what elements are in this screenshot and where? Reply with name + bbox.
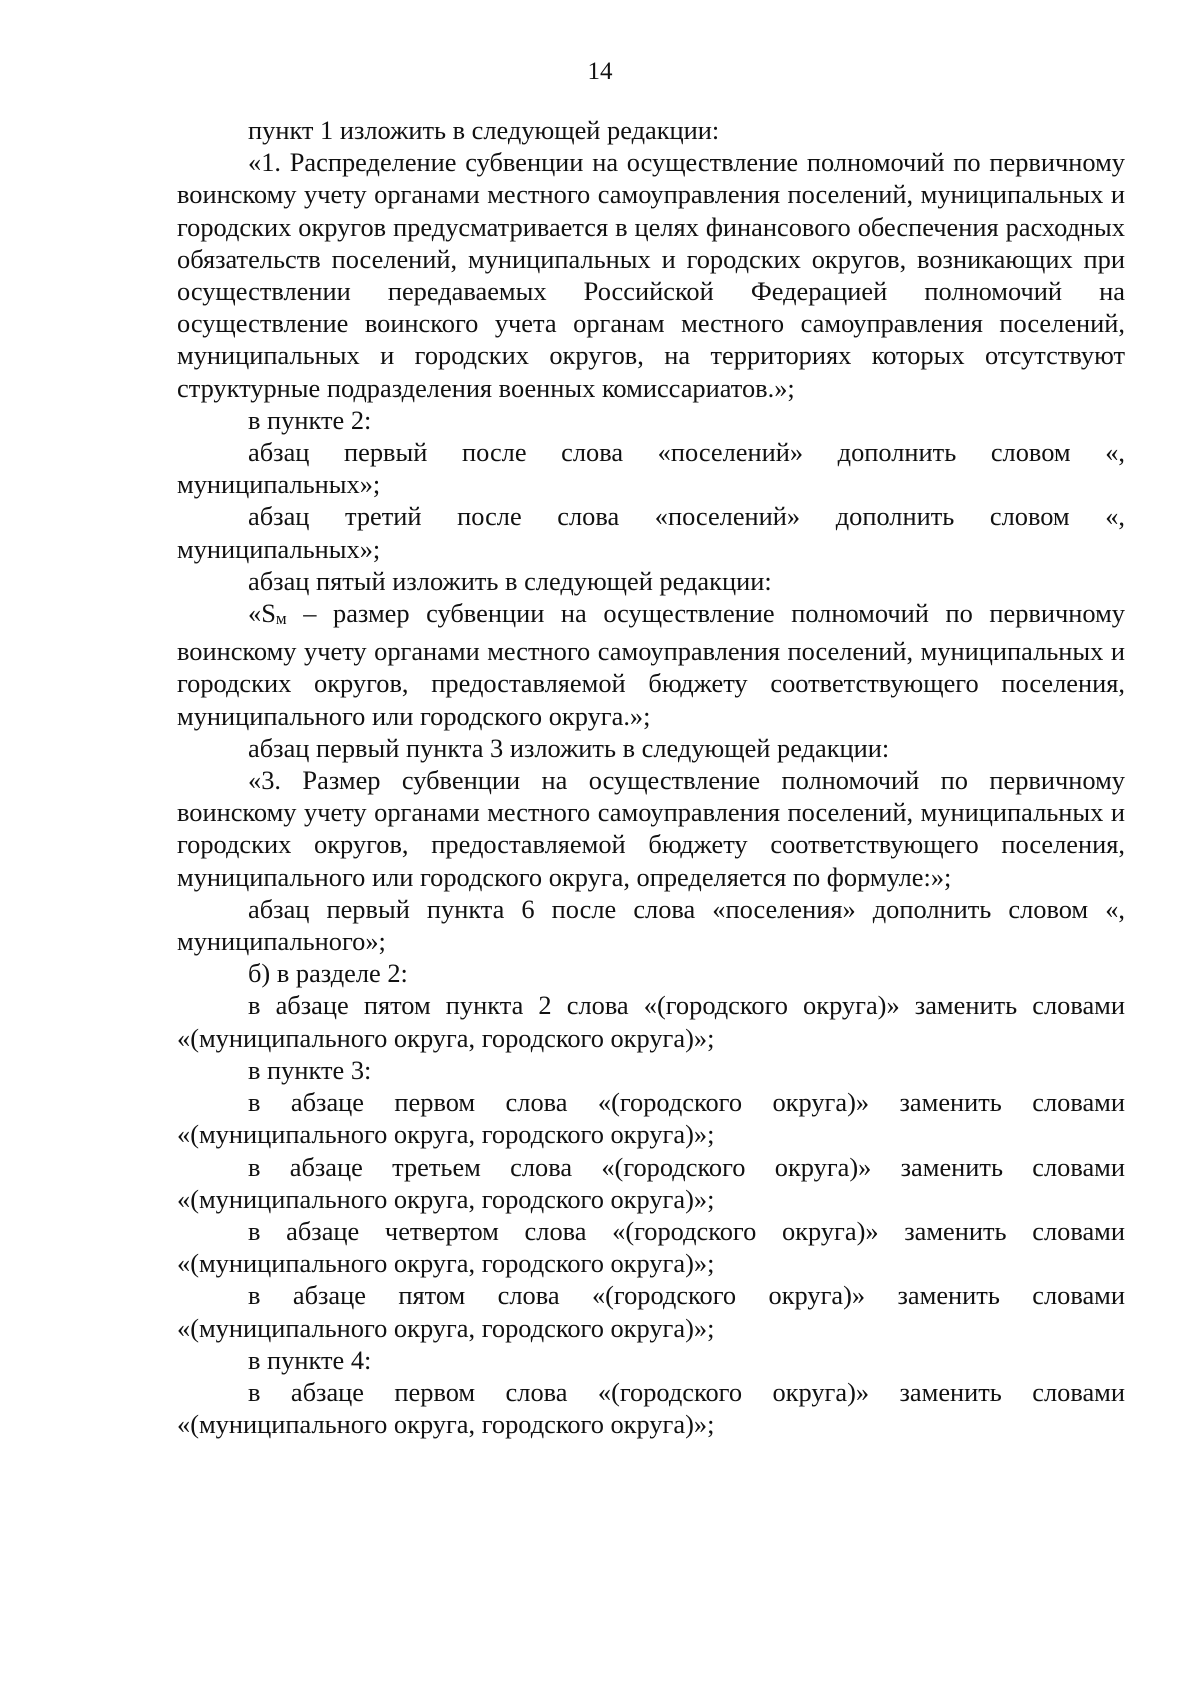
formula-subscript: м — [275, 609, 287, 629]
paragraph: в пункте 2: — [248, 404, 372, 435]
paragraph: в абзаце пятом пункта 2 слова «(городского округа)» заменить словами «(муниципального округа, городского округа)»; — [177, 990, 1125, 1053]
paragraph: абзац третий после слова «поселений» дополнить словом «, муниципальных»; — [177, 501, 1125, 564]
paragraph: пункт 1 изложить в следующей редакции: — [248, 115, 720, 145]
paragraph: абзац первый пункта 6 после слова «поселения» дополнить словом «, муниципального»; — [177, 893, 1125, 957]
paragraph: в абзаце четвертом слова «(городского округа)» заменить словами «(муниципального округа, городского округа)»; — [177, 1215, 1125, 1279]
paragraph: «1. Распределение субвенции на осуществление полномочий по первичному воинскому учету органами местного самоуправления поселений, муниципальных и городских округов предусматривается в целях финансового обеспечения расходных обязательств поселений, муниципальных и городских округов, возникающих при осуществлении передаваемых Российской Федерацией полномочий на осуществление воинского учета органам местного самоуправления поселений, муниципальных и городских округов, на территориях которых отсутствуют структурные подразделения военных комиссариатов.»; — [177, 147, 1125, 403]
paragraph: в пункте 4: — [248, 1344, 372, 1375]
paragraph: в абзаце пятом слова «(городского округа)» заменить словами «(муниципального округа, городского округа)»; — [177, 1280, 1125, 1343]
formula-definition-text: – размер субвенции на осуществление полномочий по первичному воинскому учету органами местного самоуправления поселений, муниципальных и городских округов, предоставляемой бюджету соответствующего поселения, муниципального или городского округа.»; — [177, 598, 1125, 731]
paragraph: в пункте 3: — [248, 1054, 372, 1085]
formula-definition-paragraph — [177, 597, 1125, 732]
paragraph: абзац пятый изложить в следующей редакции: — [248, 565, 772, 596]
paragraph: б) в разделе 2: — [248, 958, 408, 989]
paragraph: в абзаце третьем слова «(городского округа)» заменить словами «(муниципального округа, городского округа)»; — [177, 1151, 1125, 1214]
page-number: 14 — [587, 58, 613, 85]
document-body — [177, 114, 1125, 1440]
formula-variable: «S — [248, 598, 276, 629]
paragraph: «3. Размер субвенции на осуществление полномочий по первичному воинскому учету органами местного самоуправления поселений, муниципальных и городских округов, предоставляемой бюджету соответствующего поселения, муниципального или городского округа, определяется по формуле:»; — [177, 765, 1125, 892]
paragraph: абзац первый пункта 3 изложить в следующей редакции: — [248, 732, 890, 763]
paragraph: в абзаце первом слова «(городского округа)» заменить словами «(муниципального округа, городского округа)»; — [177, 1376, 1125, 1440]
paragraph: абзац первый после слова «поселений» дополнить словом «, муниципальных»; — [177, 437, 1125, 500]
paragraph: в абзаце первом слова «(городского округа)» заменить словами «(муниципального округа, городского округа)»; — [177, 1087, 1125, 1150]
